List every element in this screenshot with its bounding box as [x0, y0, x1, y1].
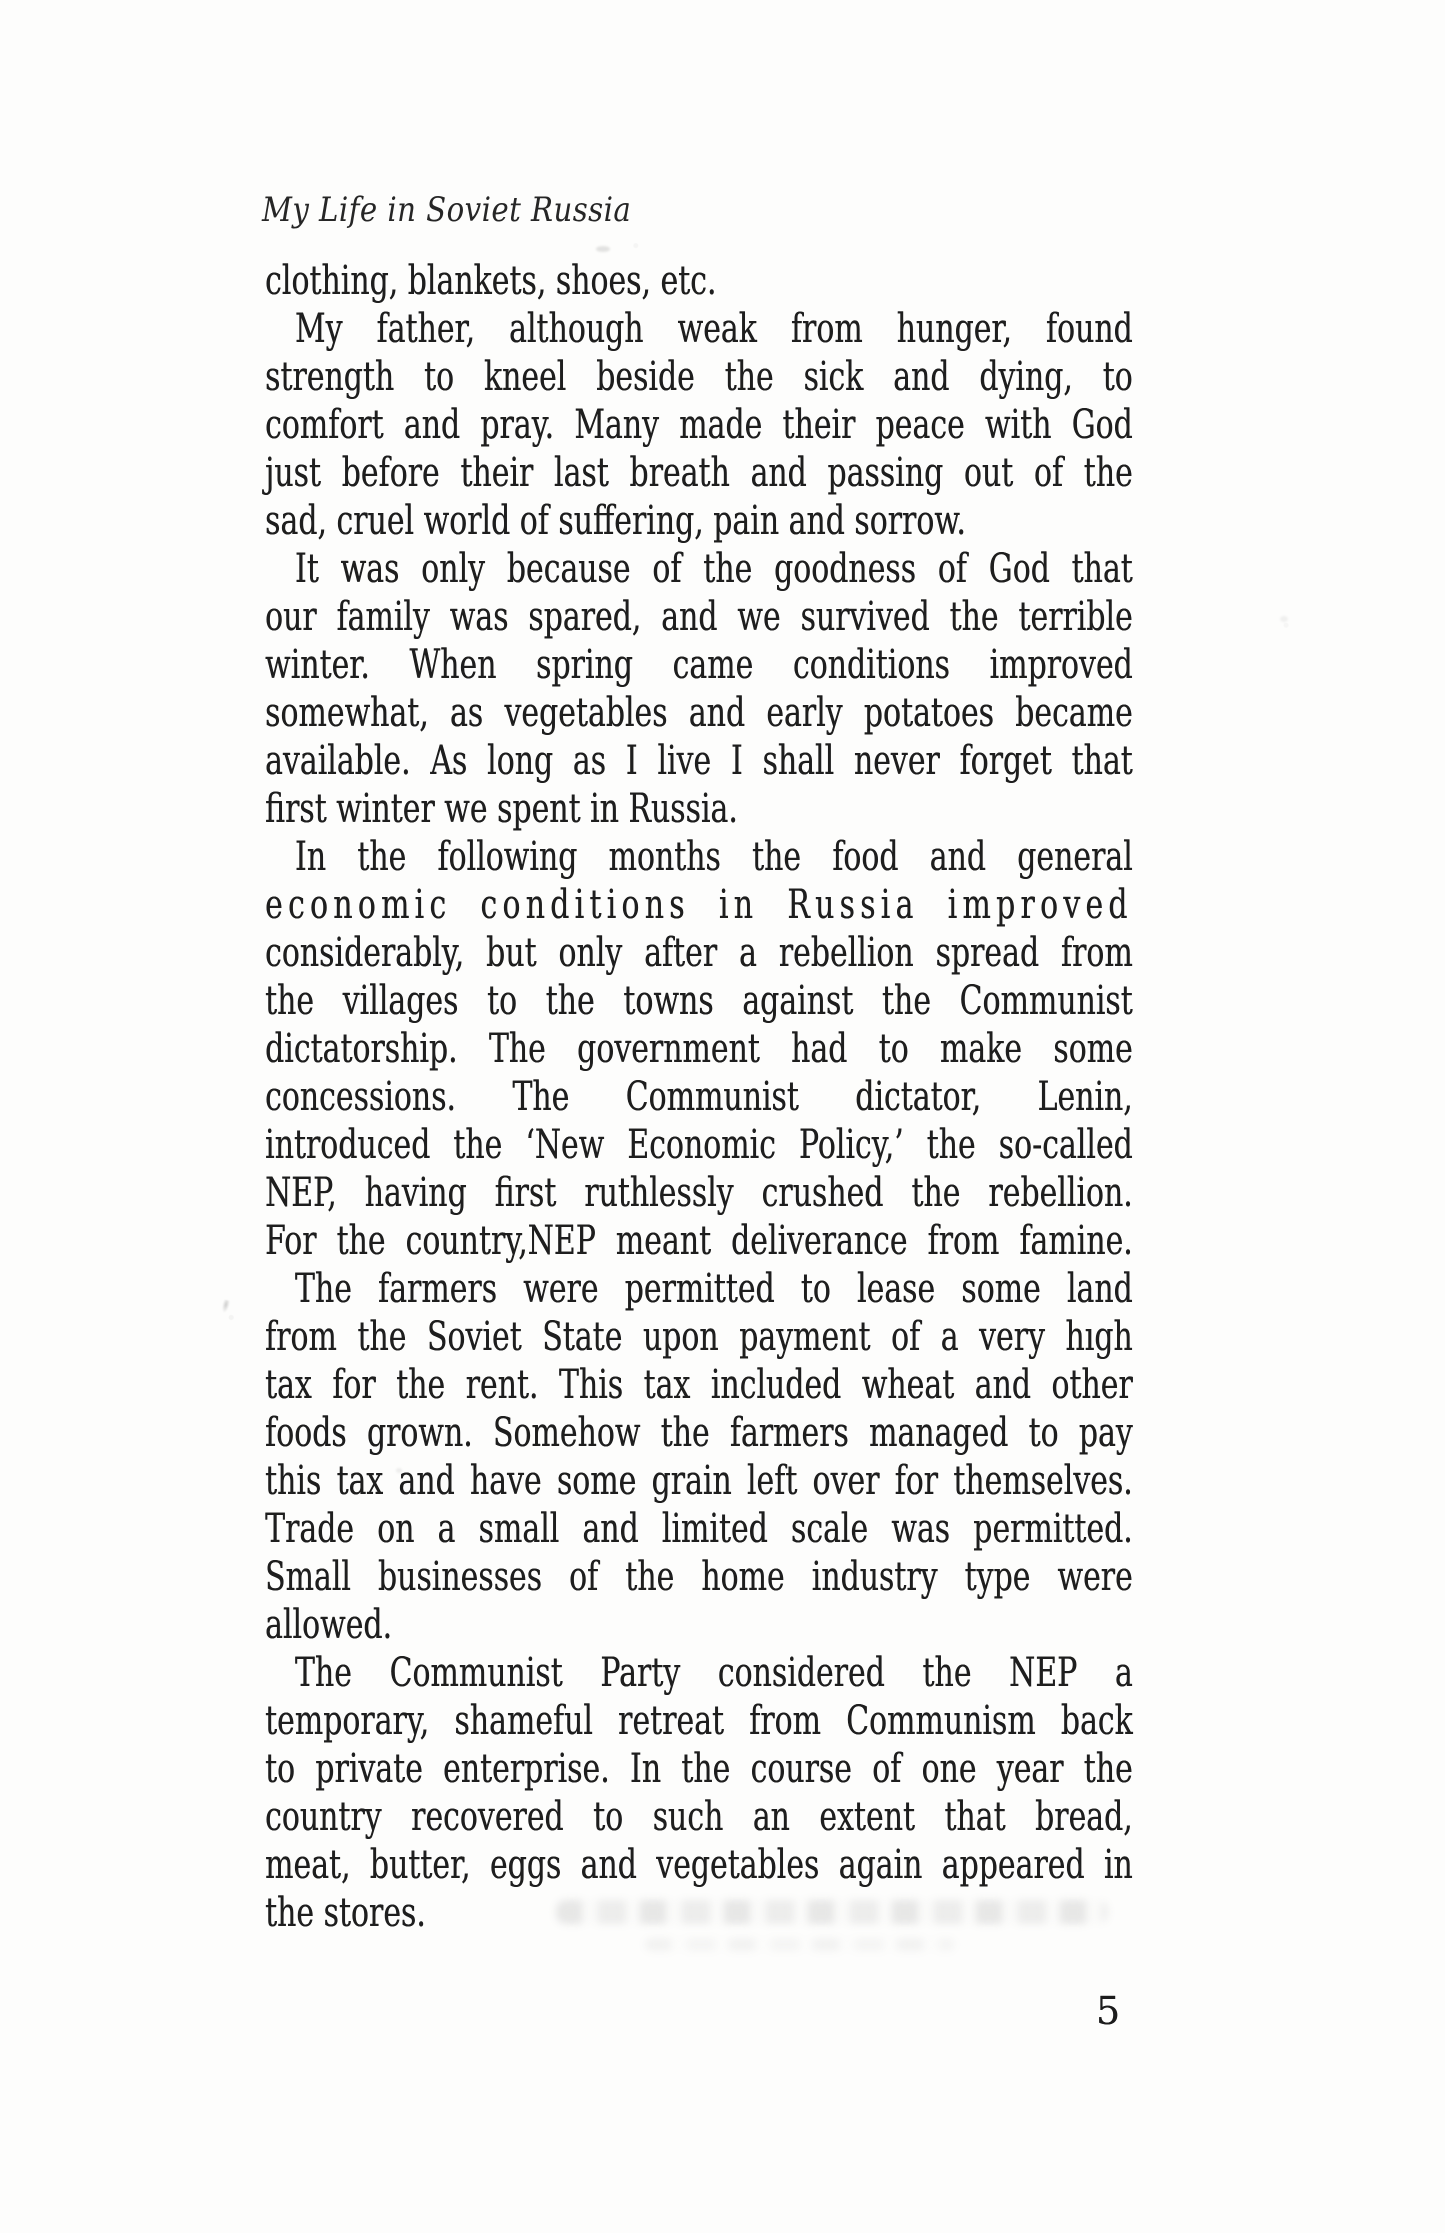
body-text [265, 257, 1133, 1937]
text-line: economic conditions in Russia improved [265, 882, 1133, 928]
text-line: foods grown. Somehow the farmers managed to pay [265, 1410, 1133, 1456]
text-line: dictatorship. The government had to make some [265, 1026, 1133, 1072]
text-line: introduced the ‘New Economic Policy,’ the so-called [265, 1122, 1133, 1168]
text-line: considerably, but only after a rebellion spread from [265, 930, 1133, 976]
text-line: sad, cruel world of suffering, pain and sorrow. [265, 498, 966, 544]
text-line: our family was spared, and we survived the terrible [265, 594, 1133, 640]
text-line: The farmers were permitted to lease some land [294, 1266, 1133, 1312]
ink-showthrough-artifact [645, 1938, 955, 1951]
page-number: 5 [1095, 1989, 1120, 2033]
text-line: concessions. The Communist dictator, Lenin, [265, 1074, 1133, 1120]
scan-speck [1280, 616, 1288, 622]
text-line: clothing, blankets, shoes, etc. [265, 258, 717, 304]
text-line: winter. When spring came conditions improved [265, 642, 1133, 688]
text-line: first winter we spent in Russia. [265, 786, 738, 832]
ink-showthrough-artifact [556, 1900, 1108, 1924]
scan-speck [396, 1468, 402, 1473]
text-line: just before their last breath and passing out of the [265, 450, 1133, 496]
text-line: NEP, having first ruthlessly crushed the rebellion. [265, 1170, 1133, 1216]
text-line: available. As long as I live I shall never forget that [265, 738, 1133, 784]
text-line: The Communist Party considered the NEP a [294, 1650, 1133, 1696]
text-line: meat, butter, eggs and vegetables again appeared in [265, 1842, 1133, 1888]
text-line: comfort and pray. Many made their peace with God [265, 402, 1133, 448]
text-line: temporary, shameful retreat from Communism back [265, 1698, 1133, 1744]
text-line: somewhat, as vegetables and early potatoes became [265, 690, 1133, 736]
text-line: to private enterprise. In the course of one year the [265, 1746, 1133, 1792]
text-line: It was only because of the goodness of God that [294, 546, 1133, 592]
text-line: strength to kneel beside the sick and dying, to [265, 354, 1133, 400]
text-line: allowed. [265, 1602, 392, 1648]
stray-ink-mark [221, 1299, 231, 1313]
text-line: country recovered to such an extent that bread, [265, 1794, 1133, 1840]
text-line: the villages to the towns against the Communist [265, 978, 1133, 1024]
scan-speck [596, 246, 610, 252]
text-line: tax for the rent. This tax included wheat and other [265, 1362, 1133, 1408]
text-line: from the Soviet State upon payment of a very hıgh [265, 1314, 1133, 1360]
text-line: Small businesses of the home industry type were [265, 1554, 1133, 1600]
text-line: Trade on a small and limited scale was permitted. [265, 1506, 1133, 1552]
text-line: this tax and have some grain left over for themselves. [265, 1458, 1133, 1504]
text-line: the stores. [265, 1890, 426, 1936]
text-line: In the following months the food and general [294, 834, 1133, 880]
text-line: My father, although weak from hunger, found [294, 306, 1133, 352]
running-header: My Life in Soviet Russia [262, 190, 632, 230]
text-line: For the country,NEP meant deliverance from famine. [265, 1218, 1133, 1264]
